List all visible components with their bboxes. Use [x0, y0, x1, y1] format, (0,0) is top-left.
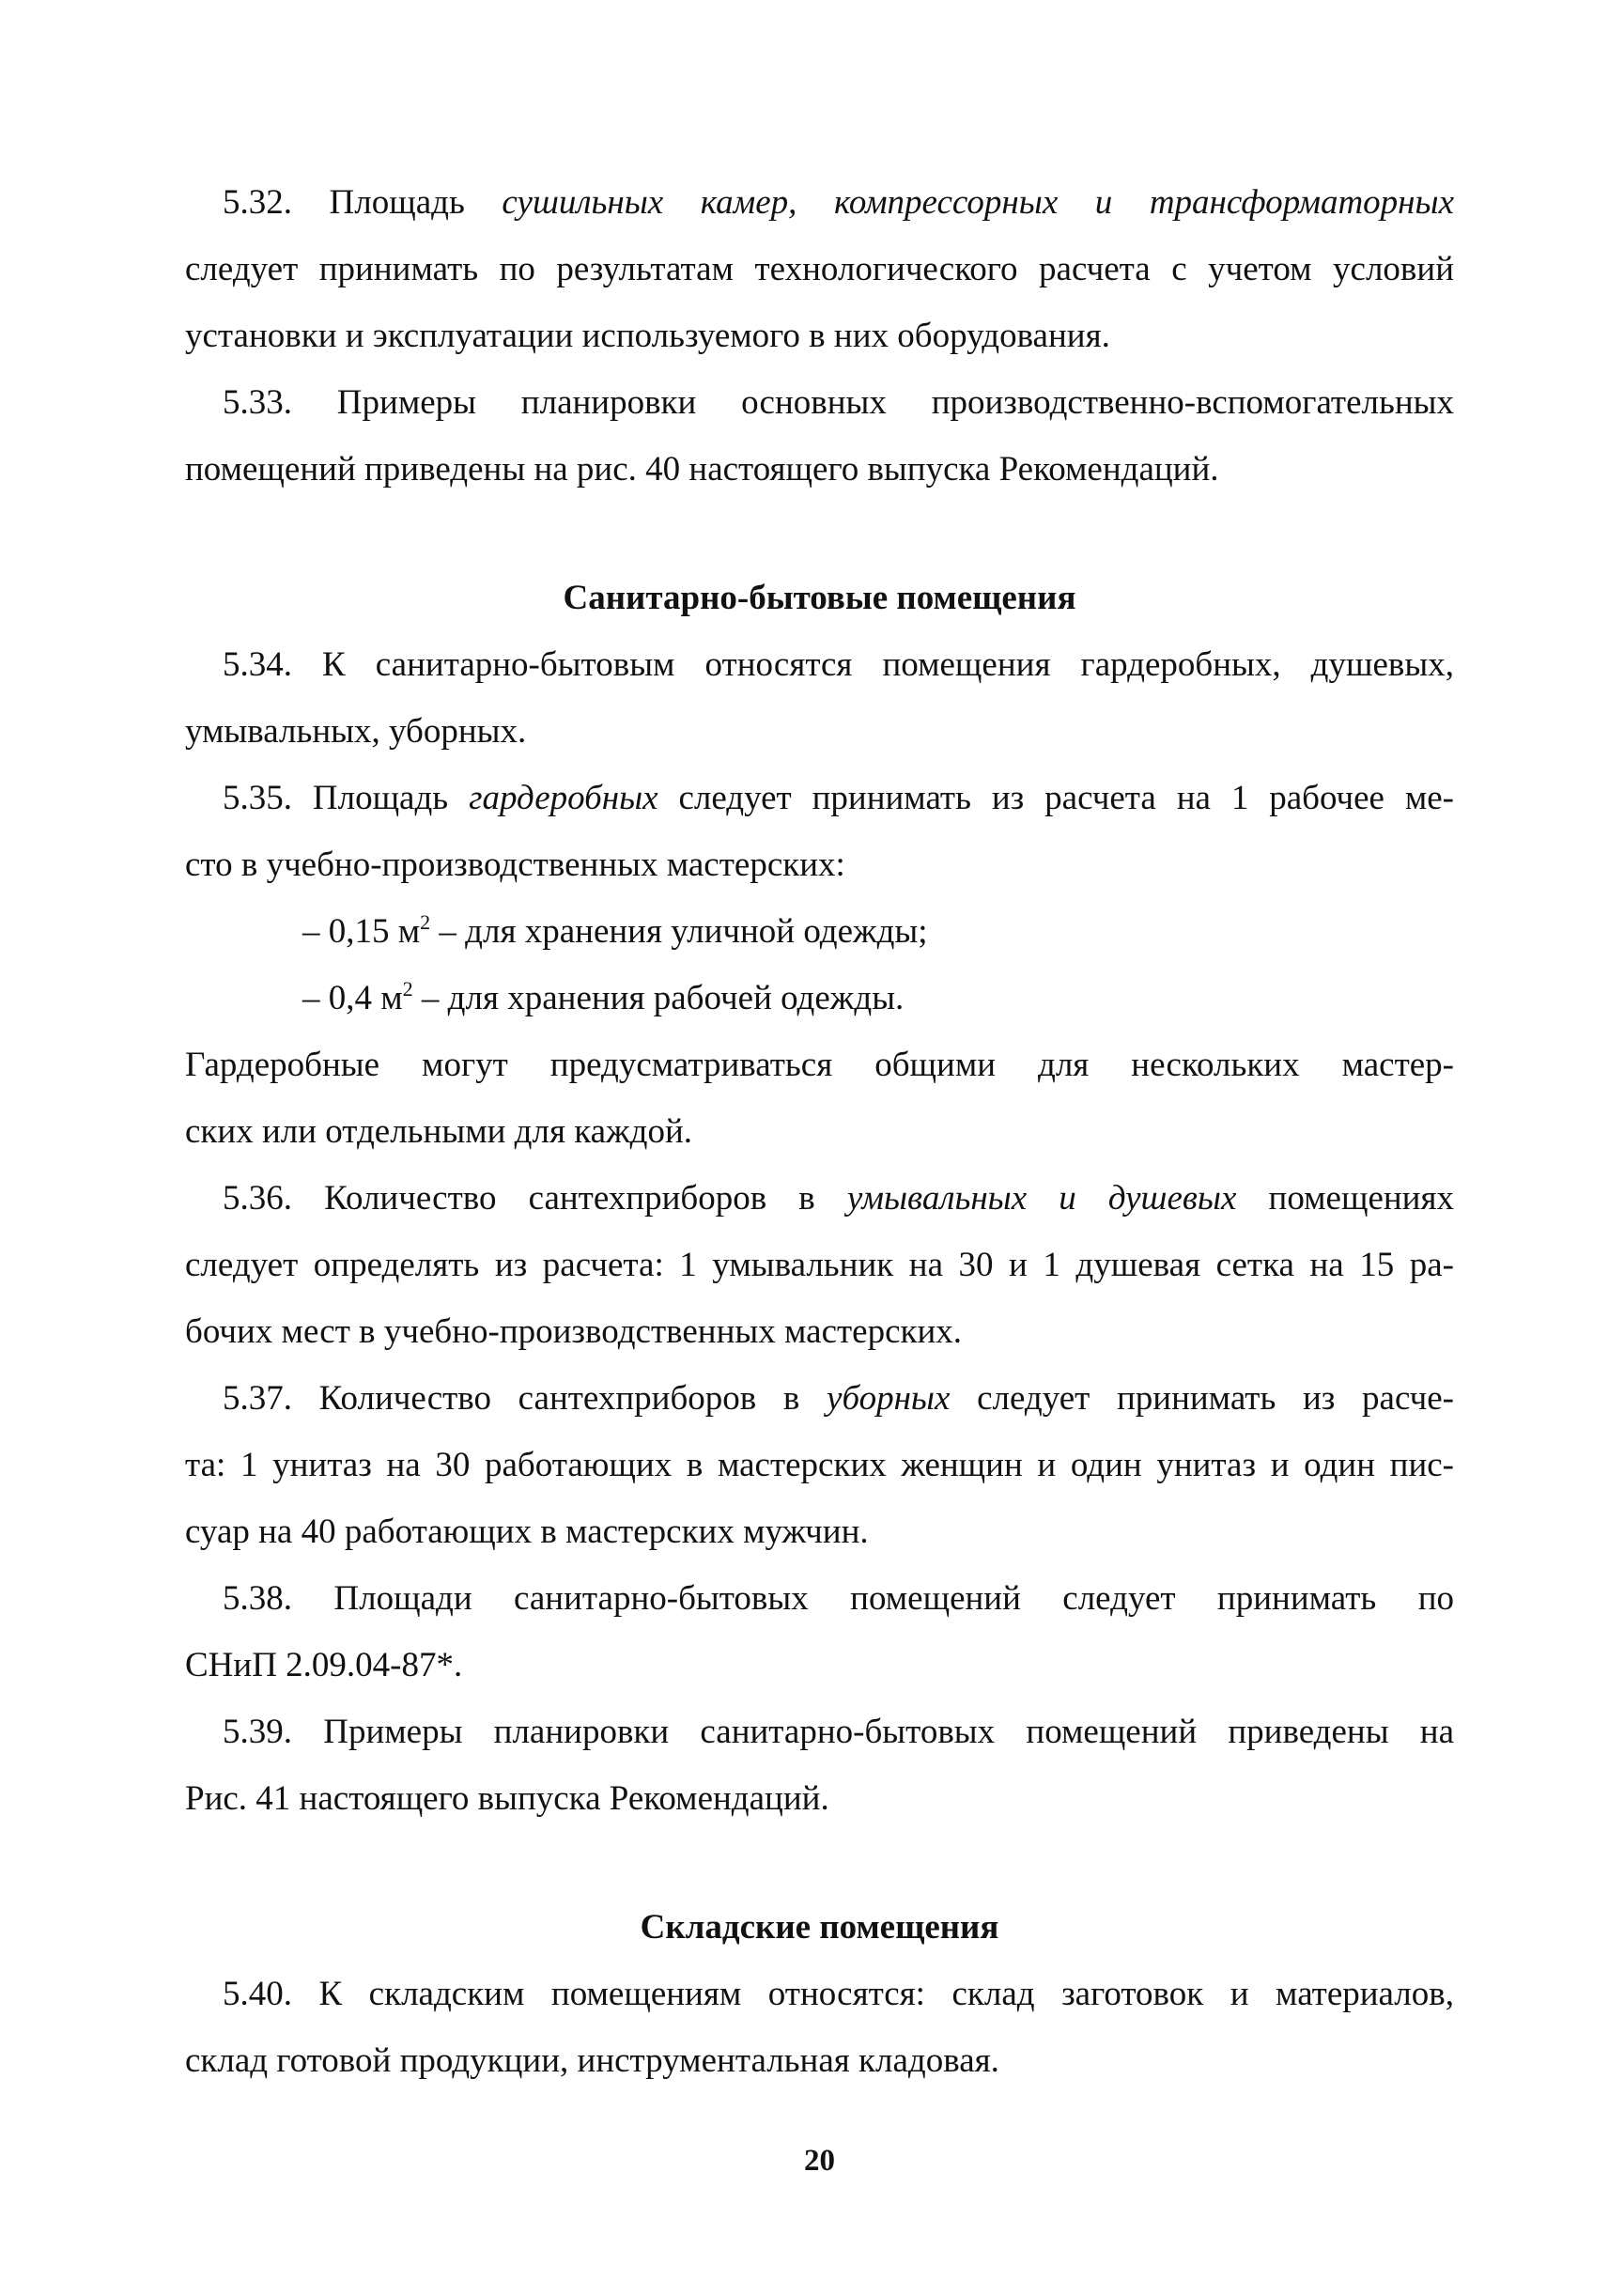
text: ских или отдельными для каждой.: [185, 1112, 693, 1151]
text-line: [185, 631, 1454, 698]
text-line: [185, 565, 1454, 631]
text: следует принимать по результатам технологического расчета с учетом условий: [185, 250, 1454, 288]
paragraph: [185, 1365, 1454, 1565]
italic-text: гардеробных: [469, 779, 658, 817]
text: – 0,15 м: [302, 912, 421, 951]
text-line: [185, 1565, 1454, 1632]
text: – для хранения рабочей одежды.: [412, 979, 905, 1017]
text: Складские помещения: [640, 1908, 999, 1947]
superscript: 2: [402, 977, 413, 1001]
text: установки и эксплуатации используемого в них оборудования.: [185, 317, 1110, 355]
paragraph: [185, 169, 1454, 369]
list-item: [185, 965, 1454, 1032]
paragraph: [185, 1961, 1454, 2094]
text-line: [185, 436, 1454, 503]
text-line: [185, 1894, 1454, 1961]
paragraph: [185, 1032, 1454, 1165]
text: Гардеробные могут предусматриваться общими для нескольких мастер-: [185, 1046, 1454, 1084]
text-line: [185, 1498, 1454, 1565]
text: следует определять из расчета: 1 умывальник на 30 и 1 душевая сетка на 15 ра-: [185, 1246, 1454, 1284]
text-line: [185, 2128, 1454, 2195]
text: следует принимать из расчета на 1 рабочее ме-: [657, 779, 1454, 817]
section-heading: [185, 1894, 1454, 1961]
paragraph: [185, 369, 1454, 503]
text: 5.38. Площади санитарно-бытовых помещений следует принимать по: [223, 1579, 1454, 1618]
text-line: [185, 698, 1454, 765]
text-line: [185, 831, 1454, 898]
paragraph: [185, 1165, 1454, 1365]
text: 5.32. Площадь: [223, 183, 503, 222]
document-page: [185, 169, 1454, 2195]
section-heading: [185, 565, 1454, 631]
text: 20: [804, 2144, 835, 2178]
text: 5.40. К складским помещениям относятся: склад заготовок и материалов,: [223, 1975, 1454, 2013]
text-line: [185, 965, 1454, 1032]
text: 5.34. К санитарно-бытовым относятся помещения гардеробных, душевых,: [223, 645, 1454, 684]
text-line: [185, 1298, 1454, 1365]
text: та: 1 унитаз на 30 работающих в мастерских женщин и один унитаз и один пис-: [185, 1446, 1454, 1484]
text: помещениях: [1236, 1179, 1454, 1218]
text: – 0,4 м: [302, 979, 403, 1017]
italic-text: сушильных камер, компрессорных и трансформаторных: [502, 183, 1454, 222]
text: 5.33. Примеры планировки основных производственно-вспомогательных: [223, 383, 1454, 422]
text-line: [185, 303, 1454, 369]
text: 5.37. Количество сантехприборов в: [223, 1379, 827, 1418]
text-line: [185, 1765, 1454, 1832]
text-line: [185, 2027, 1454, 2094]
text-line: [185, 765, 1454, 831]
text-line: [185, 1365, 1454, 1432]
text-line: [185, 1632, 1454, 1699]
text-line: [185, 236, 1454, 303]
text: 5.39. Примеры планировки санитарно-бытовых помещений приведены на: [223, 1713, 1454, 1751]
page-number: [185, 2128, 1454, 2195]
text-line: [185, 369, 1454, 436]
text: помещений приведены на рис. 40 настоящего выпуска Рекомендаций.: [185, 450, 1219, 489]
superscript: 2: [420, 910, 431, 934]
italic-text: уборных: [827, 1379, 951, 1418]
paragraph: [185, 631, 1454, 765]
text-line: [185, 1098, 1454, 1165]
text: склад готовой продукции, инструментальная кладовая.: [185, 2041, 999, 2080]
text-line: [185, 1165, 1454, 1232]
text-line: [185, 169, 1454, 236]
text: – для хранения уличной одежды;: [430, 912, 928, 951]
text-line: [185, 1961, 1454, 2027]
paragraph: [185, 1699, 1454, 1832]
italic-text: умывальных и душевых: [846, 1179, 1237, 1218]
text: сто в учебно-производственных мастерских:: [185, 845, 845, 884]
text-line: [185, 1432, 1454, 1498]
text: следует принимать из расче-: [950, 1379, 1454, 1418]
paragraph: [185, 1565, 1454, 1699]
text-line: [185, 898, 1454, 965]
list-item: [185, 898, 1454, 965]
text: умывальных, уборных.: [185, 712, 527, 751]
text-line: [185, 1232, 1454, 1298]
text-line: [185, 1699, 1454, 1765]
text: бочих мест в учебно-производственных мастерских.: [185, 1312, 963, 1351]
text: 5.36. Количество сантехприборов в: [223, 1179, 847, 1218]
text: Санитарно-бытовые помещения: [563, 579, 1076, 617]
text: СНиП 2.09.04-87*.: [185, 1646, 463, 1684]
paragraph: [185, 765, 1454, 898]
text-line: [185, 1032, 1454, 1098]
text: 5.35. Площадь: [223, 779, 470, 817]
text: Рис. 41 настоящего выпуска Рекомендаций.: [185, 1779, 829, 1818]
text: суар на 40 работающих в мастерских мужчин.: [185, 1513, 869, 1551]
